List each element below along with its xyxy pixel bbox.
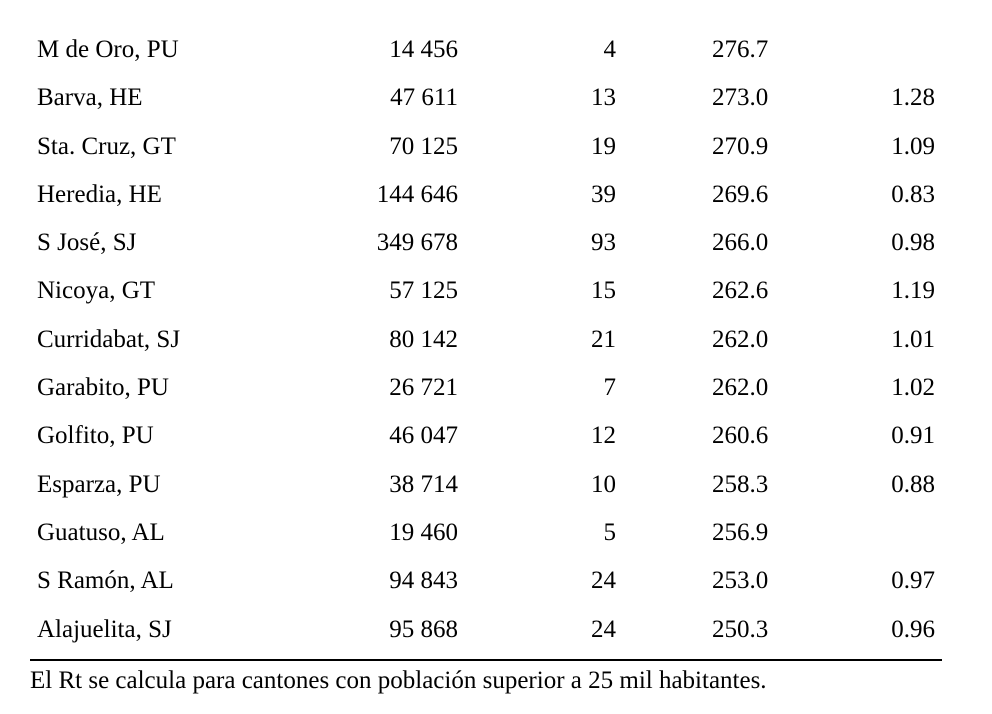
cases-value: 24: [591, 567, 616, 595]
canton-name: Guatuso, AL: [37, 518, 165, 546]
canton-table: [0, 26, 992, 654]
rate-value: 273.0: [712, 84, 769, 112]
population-value: 94 843: [389, 567, 458, 595]
cases-value: 12: [591, 422, 616, 450]
rt-value: 0.88: [891, 470, 935, 498]
cases-value: 19: [591, 132, 616, 160]
population-value: 19 460: [389, 518, 458, 546]
rt-value: 1.19: [891, 277, 935, 305]
population-value: 95 868: [389, 615, 458, 643]
rt-value: 1.09: [891, 132, 935, 160]
rt-value: 1.02: [891, 374, 935, 402]
table-row: [0, 316, 992, 364]
canton-name: Curridabat, SJ: [37, 325, 181, 353]
rate-value: 276.7: [712, 36, 769, 63]
table-bottom-rule: [30, 659, 942, 661]
canton-name: S José, SJ: [37, 229, 137, 257]
table-row: [0, 412, 992, 460]
cases-value: 24: [591, 615, 616, 643]
table-row: [0, 364, 992, 412]
table-row: [0, 123, 992, 171]
cases-value: 10: [591, 470, 616, 498]
cases-value: 15: [591, 277, 616, 305]
table-row: [0, 171, 992, 219]
rt-value: 0.83: [891, 180, 935, 208]
rate-value: 269.6: [712, 180, 769, 208]
cases-value: 4: [603, 36, 616, 63]
population-value: 14 456: [389, 36, 458, 63]
rt-value: 1.01: [891, 325, 935, 353]
table-row: [0, 509, 992, 557]
population-value: 47 611: [390, 84, 458, 112]
table-row: [0, 267, 992, 315]
canton-name: Golfito, PU: [37, 422, 154, 450]
rate-value: 262.0: [712, 325, 769, 353]
rate-value: 258.3: [712, 470, 769, 498]
cases-value: 5: [603, 518, 616, 546]
rt-value: 1.28: [891, 84, 935, 112]
population-value: 38 714: [389, 470, 458, 498]
canton-name: Alajuelita, SJ: [37, 615, 172, 643]
cases-value: 39: [591, 180, 616, 208]
canton-name: Garabito, PU: [37, 374, 169, 402]
table-row: [0, 26, 992, 74]
table-footnote: El Rt se calcula para cantones con población superior a 25 mil habitantes.: [30, 667, 767, 694]
canton-name: Sta. Cruz, GT: [37, 132, 176, 160]
rate-value: 260.6: [712, 422, 769, 450]
canton-name: Nicoya, GT: [37, 277, 156, 305]
canton-name: S Ramón, AL: [37, 567, 174, 595]
cases-value: 13: [591, 84, 616, 112]
rate-value: 262.6: [712, 277, 769, 305]
rate-value: 266.0: [712, 229, 769, 257]
canton-name: Heredia, HE: [37, 180, 162, 208]
table-row: [0, 557, 992, 605]
cases-value: 93: [591, 229, 616, 257]
population-value: 80 142: [389, 325, 458, 353]
table-row: [0, 461, 992, 509]
rt-value: 0.98: [891, 229, 935, 257]
table-row: [0, 606, 992, 654]
canton-name: Esparza, PU: [37, 470, 161, 498]
table-row: [0, 219, 992, 267]
canton-name: M de Oro, PU: [37, 36, 179, 63]
population-value: 57 125: [389, 277, 458, 305]
rate-value: 256.9: [712, 518, 769, 546]
rate-value: 250.3: [712, 615, 769, 643]
rt-value: 0.96: [891, 615, 935, 643]
cases-value: 7: [603, 374, 616, 402]
population-value: 26 721: [389, 374, 458, 402]
population-value: 349 678: [376, 229, 458, 257]
table-row: [0, 74, 992, 122]
population-value: 144 646: [376, 180, 458, 208]
population-value: 46 047: [389, 422, 458, 450]
rate-value: 270.9: [712, 132, 769, 160]
rt-value: 0.91: [891, 422, 935, 450]
rate-value: 262.0: [712, 374, 769, 402]
canton-name: Barva, HE: [37, 84, 143, 112]
rate-value: 253.0: [712, 567, 769, 595]
population-value: 70 125: [389, 132, 458, 160]
rt-value: 0.97: [891, 567, 935, 595]
cases-value: 21: [591, 325, 616, 353]
